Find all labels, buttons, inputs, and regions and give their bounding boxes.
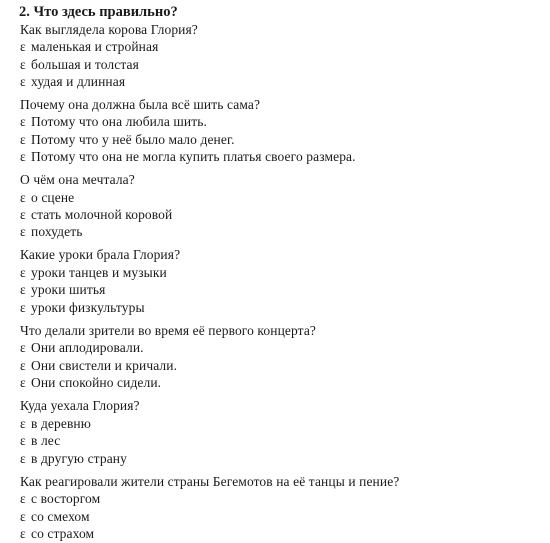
option-text: Потому что она не могла купить платья своего размера. bbox=[31, 149, 356, 164]
option-marker: ε bbox=[20, 57, 26, 72]
option-marker: ε bbox=[20, 74, 26, 89]
option-text: со смехом bbox=[31, 509, 90, 524]
answer-option[interactable] bbox=[20, 432, 60, 449]
option-marker: ε bbox=[20, 132, 26, 147]
option-text: уроки танцев и музыки bbox=[31, 265, 167, 280]
answer-option[interactable] bbox=[20, 73, 125, 90]
option-marker: ε bbox=[20, 491, 26, 506]
option-text: Они аплодировали. bbox=[31, 340, 144, 355]
option-text: уроки шитья bbox=[31, 282, 106, 297]
option-text: Потому что она любила шить. bbox=[31, 114, 207, 129]
option-marker: ε bbox=[20, 358, 26, 373]
option-text: похудеть bbox=[31, 224, 83, 239]
answer-option[interactable] bbox=[20, 189, 74, 206]
option-text: в другую страну bbox=[31, 451, 127, 466]
answer-option[interactable] bbox=[20, 525, 94, 542]
option-marker: ε bbox=[20, 340, 26, 355]
option-text: Потому что у неё было мало денег. bbox=[31, 132, 235, 147]
option-marker: ε bbox=[20, 207, 26, 222]
answer-option[interactable] bbox=[20, 223, 83, 240]
question-1: Как выглядела корова Глория? bbox=[20, 22, 198, 37]
answer-option[interactable] bbox=[20, 264, 167, 281]
option-marker: ε bbox=[20, 265, 26, 280]
answer-option[interactable] bbox=[20, 508, 90, 525]
answer-option[interactable] bbox=[20, 38, 158, 55]
answer-option[interactable] bbox=[20, 131, 235, 148]
option-text: с восторгом bbox=[31, 491, 101, 506]
question-3: О чём она мечтала? bbox=[20, 172, 135, 187]
option-text: о сцене bbox=[31, 190, 75, 205]
option-marker: ε bbox=[20, 149, 26, 164]
question-4: Какие уроки брала Глория? bbox=[20, 247, 181, 262]
answer-option[interactable] bbox=[20, 281, 105, 298]
option-text: маленькая и стройная bbox=[31, 39, 159, 54]
option-text: в лес bbox=[31, 433, 61, 448]
option-text: стать молочной коровой bbox=[31, 207, 173, 222]
option-marker: ε bbox=[20, 224, 26, 239]
answer-option[interactable] bbox=[20, 450, 127, 467]
option-text: уроки физкультуры bbox=[31, 300, 145, 315]
answer-option[interactable] bbox=[20, 357, 177, 374]
option-marker: ε bbox=[20, 114, 26, 129]
answer-option[interactable] bbox=[20, 56, 139, 73]
option-marker: ε bbox=[20, 375, 26, 390]
answer-option[interactable] bbox=[20, 113, 207, 130]
answer-option[interactable] bbox=[20, 374, 161, 391]
option-text: худая и длинная bbox=[31, 74, 126, 89]
answer-option[interactable] bbox=[20, 148, 356, 165]
question-5: Что делали зрители во время её первого концерта? bbox=[20, 323, 317, 338]
option-text: со страхом bbox=[31, 526, 95, 541]
answer-option[interactable] bbox=[20, 339, 144, 356]
option-marker: ε bbox=[20, 433, 26, 448]
answer-option[interactable] bbox=[20, 299, 145, 316]
option-marker: ε bbox=[20, 451, 26, 466]
option-marker: ε bbox=[20, 300, 26, 315]
option-marker: ε bbox=[20, 190, 26, 205]
option-text: Они спокойно сидели. bbox=[31, 375, 162, 390]
option-text: большая и толстая bbox=[31, 57, 139, 72]
option-marker: ε bbox=[20, 39, 26, 54]
exercise-title: 2. Что здесь правильно? bbox=[19, 4, 178, 20]
answer-option[interactable] bbox=[20, 490, 100, 507]
answer-option[interactable] bbox=[20, 206, 172, 223]
option-marker: ε bbox=[20, 416, 26, 431]
question-6: Куда уехала Глория? bbox=[20, 398, 140, 413]
option-marker: ε bbox=[20, 509, 26, 524]
option-marker: ε bbox=[20, 526, 26, 541]
answer-option[interactable] bbox=[20, 415, 91, 432]
option-marker: ε bbox=[20, 282, 26, 297]
question-2: Почему она должна была всё шить сама? bbox=[20, 97, 261, 112]
question-7: Как реагировали жители страны Бегемотов на её танцы и пение? bbox=[20, 474, 400, 489]
option-text: Они свистели и кричали. bbox=[31, 358, 178, 373]
option-text: в деревню bbox=[31, 416, 91, 431]
